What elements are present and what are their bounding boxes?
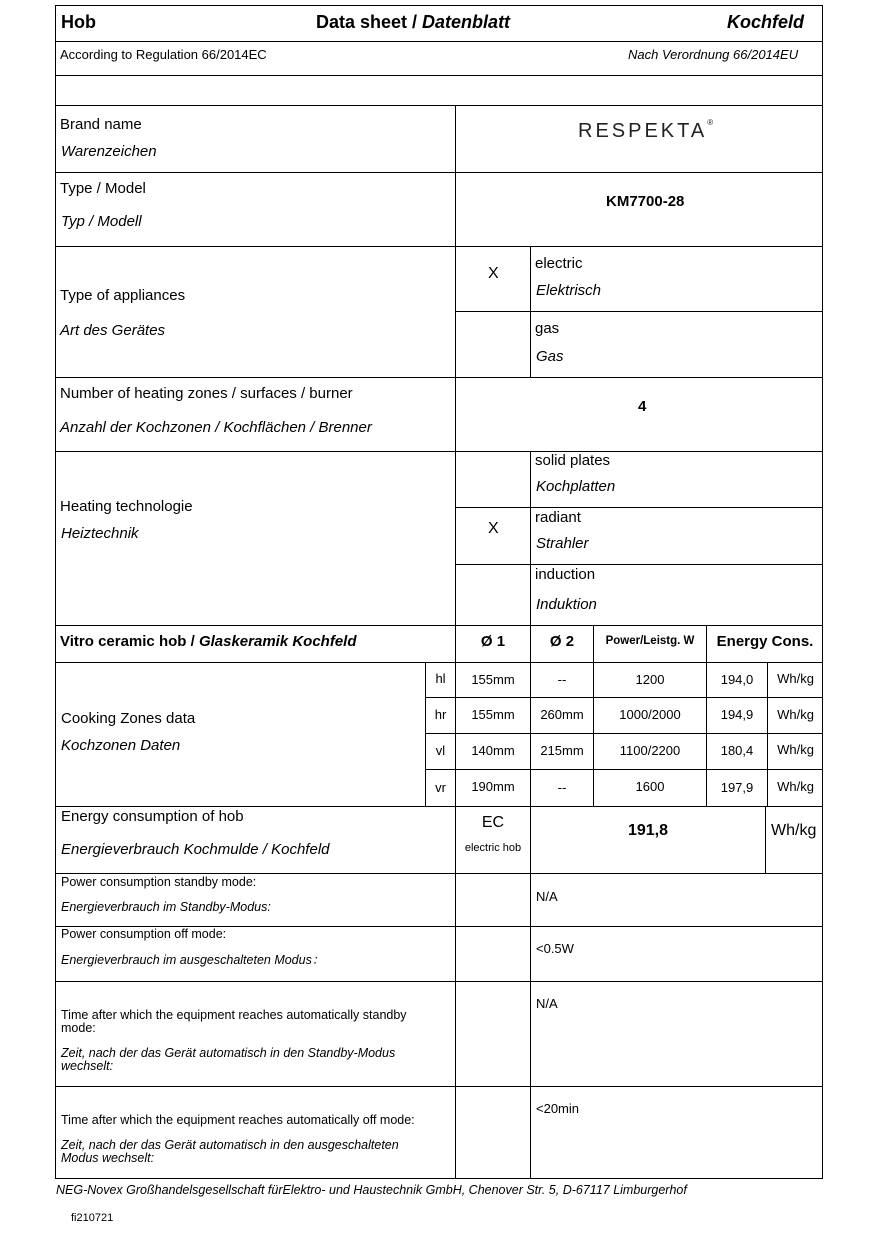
zone-power: 1000/2000 [619, 707, 681, 722]
appliance-label-de: Art des Gerätes [60, 322, 166, 339]
zone-energy: 194,0 [720, 672, 754, 687]
model-label-en: Type / Model [60, 180, 146, 197]
vitro-label-de: Glaskeramik Kochfeld [198, 633, 357, 650]
zone-d1: 155mm [471, 672, 515, 687]
divider [55, 172, 823, 173]
energy-hob-ec-sub: electric hob [464, 842, 522, 854]
divider [425, 733, 823, 734]
zone-energy: 180,4 [720, 743, 754, 758]
brand-logo-text: RESPEKTA [578, 120, 708, 142]
time-standby-value: N/A [536, 996, 558, 1011]
zone-power: 1100/2200 [619, 743, 681, 758]
time-standby-label-de-2: wechselt: [61, 1059, 114, 1073]
regulation-de: Nach Verordnung 66/2014EU [628, 47, 799, 62]
zone-d2: 215mm [540, 743, 584, 758]
zone-pos: vl [435, 743, 446, 758]
appliance-mark-electric: X [488, 265, 499, 282]
heating-radiant-en: radiant [535, 509, 581, 526]
divider [530, 246, 531, 377]
header-datasheet-de: Datenblatt [422, 12, 511, 32]
cooking-zones-label-de: Kochzonen Daten [61, 737, 181, 754]
off-mode-label-de: Energieverbrauch im ausgeschalteten Modus： [61, 953, 325, 967]
model-label-de: Typ / Modell [61, 213, 142, 230]
appliance-electric-en: electric [535, 255, 583, 272]
time-off-label-en: Time after which the equipment reaches automatically off mode: [61, 1113, 415, 1127]
off-mode-label-en: Power consumption off mode: [61, 927, 227, 941]
brand-logo [578, 118, 714, 142]
heating-induction-de: Induktion [536, 596, 597, 613]
time-off-value: <20min [536, 1101, 579, 1116]
brand-label-en: Brand name [60, 116, 142, 133]
divider [55, 105, 823, 106]
divider [55, 246, 823, 247]
heating-solid-en: solid plates [535, 452, 611, 469]
zone-d1: 140mm [471, 743, 515, 758]
header-hob: Hob [61, 12, 96, 32]
table-border [55, 5, 823, 1179]
heating-label-en: Heating technologie [60, 498, 193, 515]
divider [530, 806, 531, 1179]
model-value: KM7700-28 [606, 193, 685, 210]
divider [55, 981, 823, 982]
registered-mark: ® [707, 118, 714, 127]
zone-power: 1200 [635, 672, 665, 687]
time-off-label-de-2: Modus wechselt: [61, 1151, 155, 1165]
appliance-gas-en: gas [535, 320, 560, 337]
zone-pos: hl [435, 671, 446, 686]
zone-energy: 197,9 [720, 780, 754, 795]
zone-unit: Wh/kg [777, 671, 814, 686]
divider [55, 662, 823, 663]
zones-label-en: Number of heating zones / surfaces / burner [60, 385, 353, 402]
zone-unit: Wh/kg [777, 779, 814, 794]
standby-value: N/A [536, 889, 558, 904]
heating-induction-en: induction [535, 566, 596, 583]
divider [55, 1086, 823, 1087]
divider [530, 451, 531, 625]
regulation-en: According to Regulation 66/2014EC [60, 47, 267, 62]
zones-value: 4 [638, 398, 647, 415]
brand-label-de: Warenzeichen [61, 143, 157, 160]
zone-d2: -- [557, 780, 567, 795]
divider [55, 75, 823, 76]
time-off-label-de-1: Zeit, nach der das Gerät automatisch in den ausgeschalteten [61, 1138, 399, 1152]
energy-hob-unit: Wh/kg [771, 822, 817, 839]
heating-radiant-de: Strahler [536, 535, 589, 552]
header-datasheet-en: Data sheet / [316, 12, 423, 32]
appliance-electric-de: Elektrisch [536, 282, 602, 299]
zone-d2: -- [557, 672, 567, 687]
divider [55, 451, 823, 452]
divider [55, 806, 823, 807]
zone-pos: hr [434, 707, 447, 722]
heating-mark-radiant: X [488, 520, 499, 537]
standby-label-en: Power consumption standby mode: [61, 875, 257, 889]
heating-label-de: Heiztechnik [61, 525, 139, 542]
vitro-label-en: Vitro ceramic hob / [60, 633, 199, 650]
time-standby-label-en-1: Time after which the equipment reaches automatically standby [61, 1008, 407, 1022]
divider [55, 625, 823, 626]
divider [55, 873, 823, 874]
time-standby-label-de-1: Zeit, nach der das Gerät automatisch in den Standby-Modus [61, 1046, 396, 1060]
standby-label-de: Energieverbrauch im Standby-Modus: [61, 900, 271, 914]
zone-unit: Wh/kg [777, 742, 814, 757]
header-datasheet [316, 13, 510, 31]
divider [455, 311, 823, 312]
energy-hob-label-en: Energy consumption of hob [61, 808, 244, 825]
zone-power: 1600 [635, 779, 665, 794]
divider [55, 41, 823, 42]
cooking-zones-label-en: Cooking Zones data [61, 710, 196, 727]
col-header-energy: Energy Cons. [716, 633, 814, 650]
footer-code: fi210721 [71, 1212, 114, 1224]
divider [425, 769, 823, 770]
appliance-label-en: Type of appliances [60, 287, 186, 304]
zone-energy: 194,9 [720, 707, 754, 722]
col-header-d1: Ø 1 [480, 633, 506, 650]
divider [455, 507, 823, 508]
zone-d1: 190mm [471, 779, 515, 794]
col-header-power: Power/Leistg. W [605, 635, 695, 647]
divider [425, 697, 823, 698]
energy-hob-ec: EC [481, 814, 505, 831]
divider [765, 806, 766, 873]
heating-solid-de: Kochplatten [536, 478, 616, 495]
energy-hob-value: 191,8 [627, 822, 669, 839]
footer-company: NEG-Novex Großhandelsgesellschaft fürElektro- und Haustechnik GmbH, Chenover Str. 5, D-67117 Limburgerhof [56, 1183, 687, 1197]
divider [55, 377, 823, 378]
appliance-gas-de: Gas [536, 348, 564, 365]
zones-label-de: Anzahl der Kochzonen / Kochflächen / Brenner [60, 419, 372, 436]
divider [455, 564, 823, 565]
col-header-d2: Ø 2 [549, 633, 575, 650]
zone-unit: Wh/kg [777, 707, 814, 722]
energy-hob-label-de: Energieverbrauch Kochmulde / Kochfeld [61, 841, 330, 858]
zone-pos: vr [435, 780, 446, 795]
vitro-label [60, 634, 357, 649]
zone-d2: 260mm [540, 707, 584, 722]
header-kochfeld: Kochfeld [727, 12, 805, 32]
zone-d1: 155mm [471, 707, 515, 722]
off-mode-value: <0.5W [536, 941, 574, 956]
time-standby-label-en-2: mode: [61, 1021, 96, 1035]
